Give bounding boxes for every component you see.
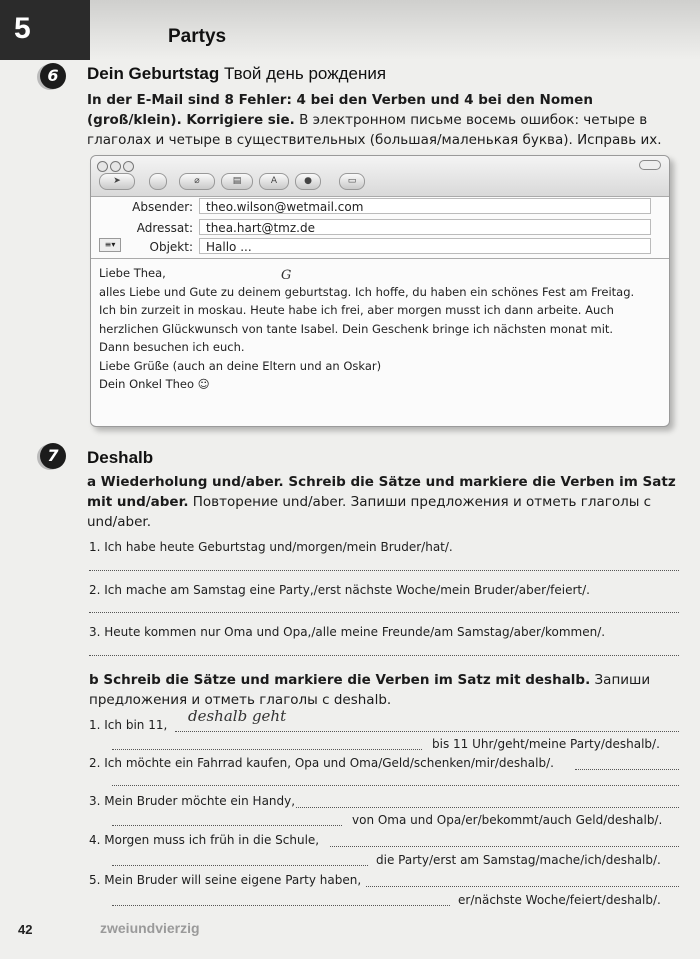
task-b4-end: die Party/erst am Samstag/mache/ich/deshalb/. [376, 853, 661, 867]
answer-line[interactable] [89, 612, 679, 613]
task-a2: 2. Ich mache am Samstag eine Party,/erst nächste Woche/mein Bruder/aber/feiert/. [89, 583, 590, 597]
task-a1: 1. Ich habe heute Geburtstag und/morgen/mein Bruder/hat/. [89, 540, 453, 554]
close-icon[interactable] [97, 161, 108, 172]
answer-line[interactable] [112, 865, 368, 866]
task-a3: 3. Heute kommen nur Oma und Opa,/alle meine Freunde/am Samstag/aber/kommen/. [89, 625, 606, 639]
handwritten-correction: G [281, 268, 292, 283]
chapter-number: 5 [0, 0, 90, 60]
task-b4-start: 4. Morgen muss ich früh in die Schule, [89, 833, 320, 847]
email-toolbar [91, 156, 669, 197]
answer-line[interactable] [112, 825, 342, 826]
toolbar-toggle-icon[interactable] [639, 160, 661, 170]
sender-field[interactable]: theo.wilson@wetmail.com [199, 198, 651, 214]
body-line: alles Liebe und Gute zu deinem geburtstag. Ich hoffe, du haben ein schönes Fest am Freitag. [99, 284, 635, 299]
answer-line[interactable] [330, 846, 679, 847]
exercise-6-title: Dein Geburtstag Твой день рождения [87, 64, 387, 83]
minimize-icon[interactable] [110, 161, 121, 172]
email-body[interactable] [99, 264, 659, 394]
task-b3-start: 3. Mein Bruder möchte ein Handy, [89, 794, 296, 808]
page-number: 42 [18, 922, 33, 937]
answer-line[interactable] [575, 769, 679, 770]
body-line: Dein Onkel Theo ☺ [99, 377, 210, 391]
task-b5-end: er/nächste Woche/feiert/deshalb/. [458, 893, 661, 907]
sender-label: Absender: [132, 200, 193, 214]
task-b1-start: 1. Ich bin 11, [89, 718, 168, 732]
body-line: herzlichen Glückwunsch von tante Isabel. Dein Geschenk bringe ich nächsten monat mit. [99, 321, 614, 336]
answer-line[interactable] [296, 807, 679, 808]
answer-line[interactable] [89, 570, 679, 571]
exercise-7-title: Deshalb [87, 448, 154, 467]
task-b3-end: von Oma und Opa/er/bekommt/auch Geld/deshalb/. [352, 813, 663, 827]
page-word: zweiundvierzig [100, 920, 200, 936]
body-line: Liebe Grüße (auch an deine Eltern und an Oskar) [99, 358, 382, 373]
subject-label: Objekt: [149, 240, 193, 254]
exercise-6-instructions: In der E-Mail sind 8 Fehler: 4 bei den Verben und 4 bei den Nomen (groß/klein). Korrigiere sie. В электронном письме восемь ошибок: четыре в глаголах и четыре в существительных (большая/маленькая буква). Исправь их. [87, 92, 662, 148]
save-draft-icon[interactable]: ▭ [339, 173, 365, 190]
exercise-7b-instructions: b Schreib die Sätze und markiere die Verben im Satz mit deshalb. Запиши предложения и отметь глаголы с deshalb. [89, 672, 651, 708]
exercise-7-badge: 7 [40, 443, 66, 469]
colors-icon[interactable]: ● [295, 173, 321, 190]
answer-line[interactable] [89, 655, 679, 656]
recipient-label: Adressat: [136, 221, 193, 235]
exercise-7a-instructions: a Wiederholung und/aber. Schreib die Sätze und markiere die Verben im Satz mit und/aber. Повторение und/aber. Запиши предложения и отметь глаголы с und/aber. [87, 474, 676, 530]
answer-line[interactable] [175, 731, 679, 732]
task-b5-start: 5. Mein Bruder will seine eigene Party haben, [89, 873, 362, 887]
attach-icon[interactable]: ⌀ [179, 173, 215, 190]
fonts-icon[interactable]: A [259, 173, 289, 190]
body-line: Dann besuchen ich euch. [99, 340, 245, 354]
answer-line[interactable] [366, 886, 679, 887]
answer-line[interactable] [112, 905, 450, 906]
task-b2-start: 2. Ich möchte ein Fahrrad kaufen, Opa und Oma/Geld/schenken/mir/deshalb/. [89, 756, 554, 770]
divider [91, 258, 669, 259]
chat-icon[interactable] [149, 173, 167, 190]
exercise-6-badge: 6 [40, 63, 66, 89]
account-menu-icon[interactable]: ≡▾ [99, 238, 121, 252]
subject-field[interactable]: Hallo ... [199, 238, 651, 254]
chapter-title: Partys [168, 26, 227, 47]
task-b1-end: bis 11 Uhr/geht/meine Party/deshalb/. [432, 737, 660, 751]
address-icon[interactable]: ▤ [221, 173, 253, 190]
send-icon[interactable]: ➤ [99, 173, 135, 190]
recipient-field[interactable]: thea.hart@tmz.de [199, 219, 651, 235]
email-window [90, 155, 670, 427]
answer-line[interactable] [112, 749, 422, 750]
zoom-icon[interactable] [123, 161, 134, 172]
body-line: Liebe Thea, [99, 266, 166, 280]
body-line: Ich bin zurzeit in moskau. Heute habe ich frei, aber morgen musst ich dann arbeite. Auch [99, 303, 614, 317]
handwritten-answer: deshalb geht [188, 707, 287, 725]
answer-line[interactable] [112, 785, 679, 786]
